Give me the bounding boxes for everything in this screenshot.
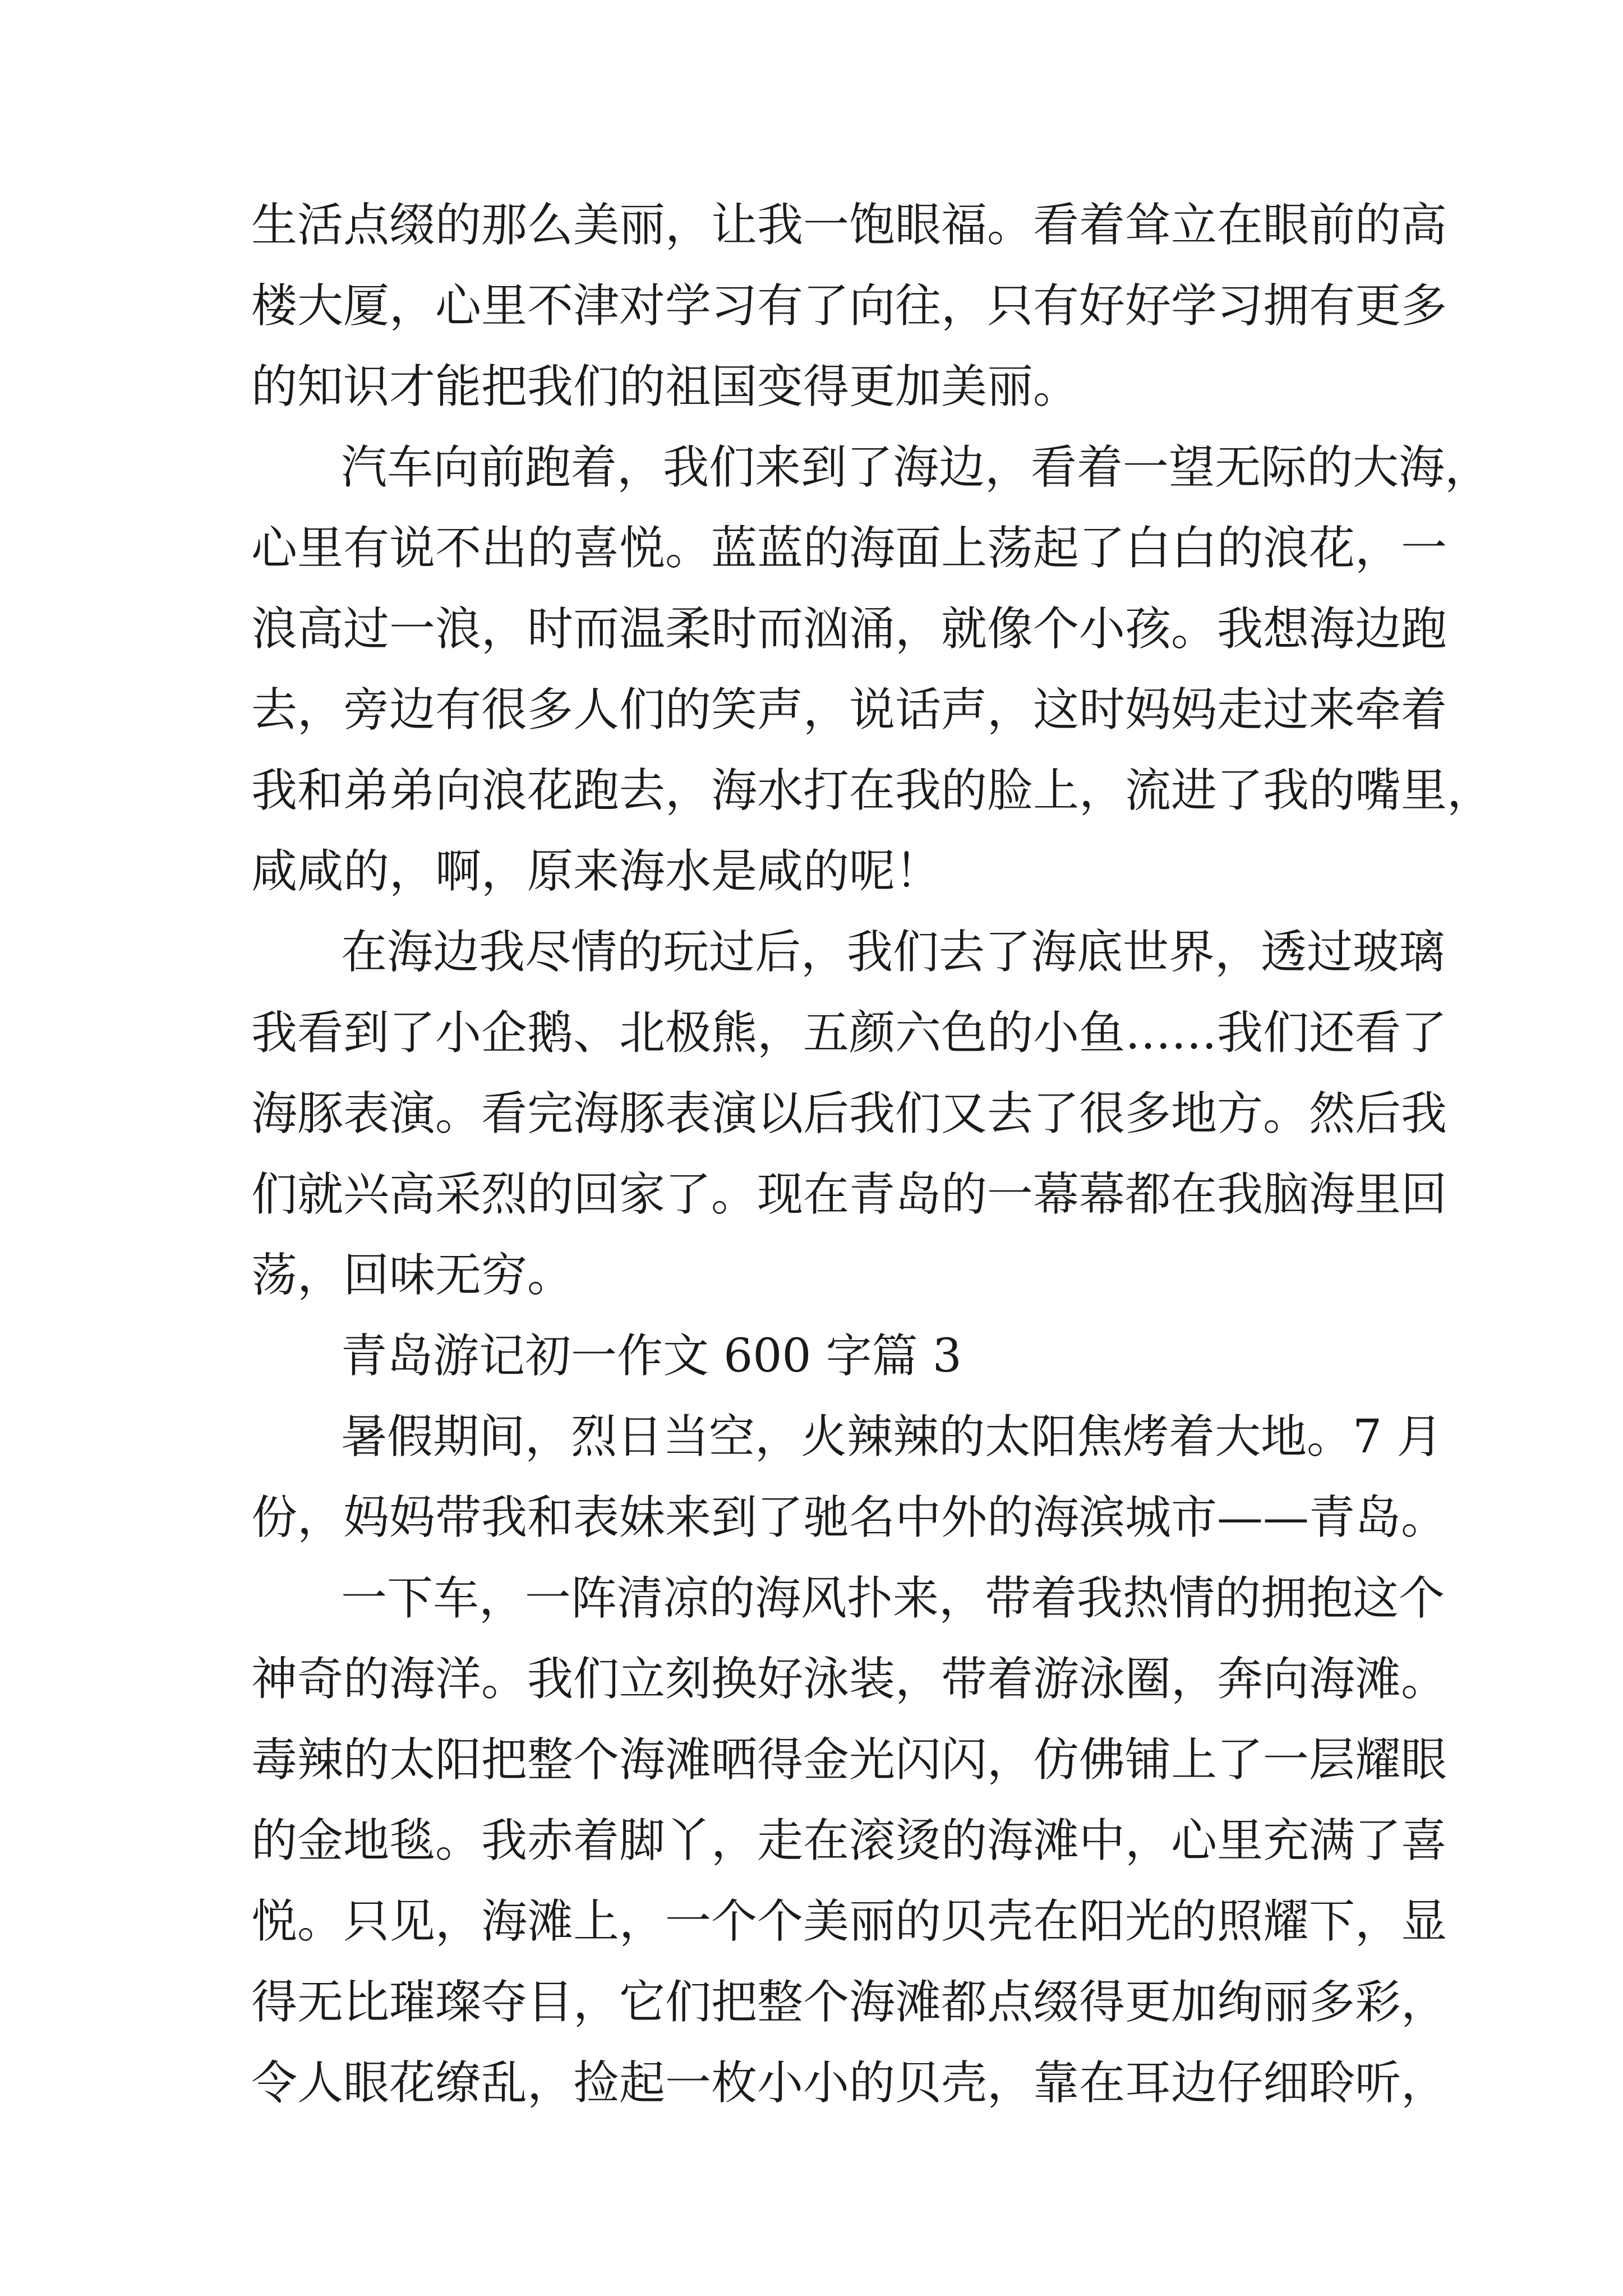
text-line: 生活点缀的那么美丽，让我一饱眼福。看着耸立在眼前的高 <box>251 199 1447 252</box>
text-line: 我看到了小企鹅、北极熊，五颜六色的小鱼……我们还看了 <box>251 1006 1447 1060</box>
text-line: 悦。只见，海滩上，一个个美丽的贝壳在阳光的照耀下，显 <box>251 1895 1447 1948</box>
text-line: 心里有说不出的喜悦。蓝蓝的海面上荡起了白白的浪花，一 <box>251 522 1447 575</box>
text-line: 我和弟弟向浪花跑去，海水打在我的脸上，流进了我的嘴里， <box>251 764 1493 817</box>
text-line: 的知识才能把我们的祖国变得更加美丽。 <box>251 360 1080 413</box>
text-line: 浪高过一浪，时而温柔时而汹涌，就像个小孩。我想海边跑 <box>251 602 1447 656</box>
text-line: 毒辣的太阳把整个海滩晒得金光闪闪，仿佛铺上了一层耀眼 <box>251 1733 1447 1787</box>
text-line: 荡，回味无穷。 <box>251 1249 574 1302</box>
body-text <box>251 185 1493 2124</box>
text-line: 令人眼花缭乱，捡起一枚小小的贝壳，靠在耳边仔细聆听， <box>251 2056 1447 2110</box>
text-line: 一下车，一阵清凉的海风扑来，带着我热情的拥抱这个 <box>341 1572 1445 1625</box>
text-line: 暑假期间，烈日当空，火辣辣的太阳焦烤着大地。7 月 <box>341 1410 1443 1464</box>
text-line: 们就兴高采烈的回家了。现在青岛的一幕幕都在我脑海里回 <box>251 1168 1447 1221</box>
text-line: 在海边我尽情的玩过后，我们去了海底世界，透过玻璃 <box>341 926 1445 979</box>
text-line: 咸咸的，啊，原来海水是咸的呢！ <box>251 845 942 898</box>
text-line: 楼大厦，心里不津对学习有了向往，只有好好学习拥有更多 <box>251 279 1447 333</box>
text-line: 海豚表演。看完海豚表演以后我们又去了很多地方。然后我 <box>251 1087 1447 1140</box>
text-line: 汽车向前跑着，我们来到了海边，看着一望无际的大海， <box>341 441 1491 494</box>
section-heading: 青岛游记初一作文 600 字篇 3 <box>341 1329 962 1383</box>
text-line: 份，妈妈带我和表妹来到了驰名中外的海滨城市——青岛。 <box>251 1491 1447 1544</box>
text-line: 得无比璀璨夺目，它们把整个海滩都点缀得更加绚丽多彩， <box>251 1976 1447 2029</box>
text-line: 去，旁边有很多人们的笑声，说话声，这时妈妈走过来牵着 <box>251 683 1447 737</box>
text-line: 神奇的海洋。我们立刻换好泳装，带着游泳圈，奔向海滩。 <box>251 1653 1447 1706</box>
text-line: 的金地毯。我赤着脚丫，走在滚烫的海滩中，心里充满了喜 <box>251 1814 1447 1867</box>
